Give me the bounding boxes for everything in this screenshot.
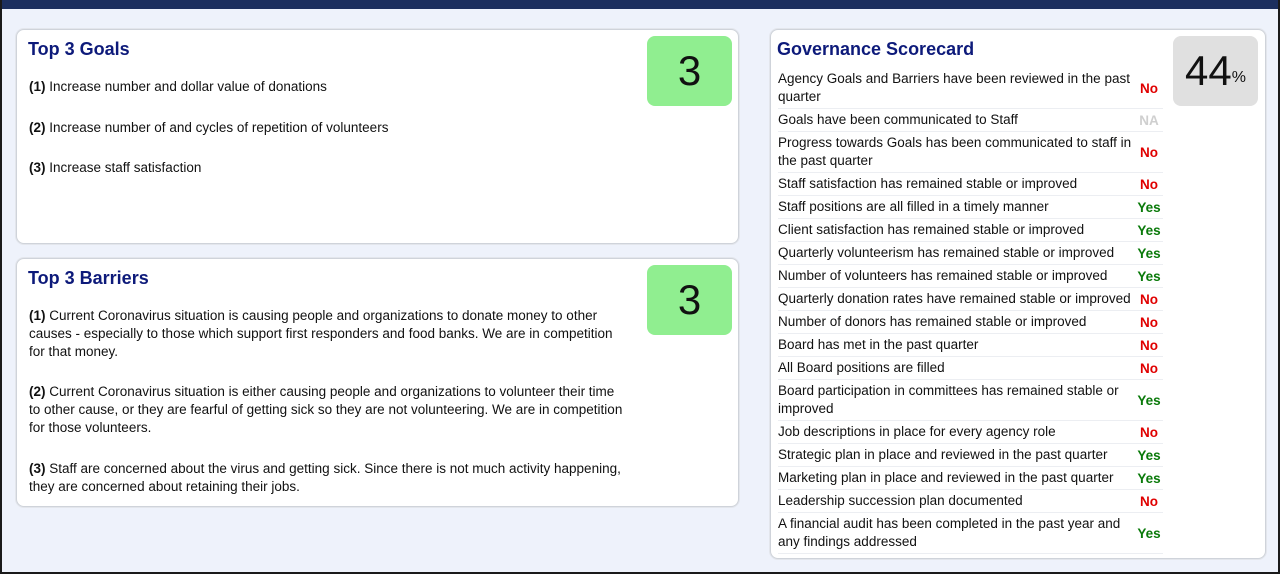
scorecard-row-label: All Board positions are filled — [778, 360, 945, 375]
goal-item-3-text: Increase staff satisfaction — [45, 160, 202, 175]
goal-item-1 — [29, 78, 629, 96]
scorecard-row-label: Number of volunteers has remained stable or improved — [778, 268, 1108, 283]
scorecard-row-status: No — [1140, 337, 1158, 353]
scorecard-row — [778, 265, 1163, 288]
scorecard-row-status: Yes — [1137, 525, 1161, 541]
scorecard-row-label: Board participation in committees has remained stable or improved — [778, 383, 1119, 416]
scorecard-row-status: Yes — [1137, 199, 1161, 215]
scorecard-row-label: Number of donors has remained stable or improved — [778, 314, 1087, 329]
scorecard-row-label: Quarterly donation rates have remained stable or improved — [778, 291, 1131, 306]
scorecard-row-label: Agency Goals and Barriers have been reviewed in the past quarter — [778, 71, 1130, 104]
scorecard-rows — [778, 68, 1163, 554]
barrier-item-2-text: Current Coronavirus situation is either causing people and organizations to volunteer their time to other cause, or they are fearful of getting sick so they are not volunteering. We are in competition for those volunteers. — [29, 384, 623, 435]
scorecard-row-label: Goals have been communicated to Staff — [778, 112, 1018, 127]
governance-scorecard-card — [770, 29, 1266, 559]
barrier-item-1 — [29, 307, 629, 361]
scorecard-row — [778, 132, 1163, 173]
goal-item-1-text: Increase number and dollar value of donations — [45, 79, 327, 94]
scorecard-row — [778, 242, 1163, 265]
scorecard-row — [778, 173, 1163, 196]
scorecard-row-status: No — [1140, 144, 1158, 160]
scorecard-row-status: Yes — [1137, 392, 1161, 408]
top-header-bar — [0, 0, 1280, 9]
scorecard-row-label: Staff satisfaction has remained stable or improved — [778, 176, 1078, 191]
barriers-title: Top 3 Barriers — [28, 268, 149, 288]
scorecard-row — [778, 288, 1163, 311]
goal-item-2 — [29, 119, 629, 137]
scorecard-row — [778, 380, 1163, 421]
scorecard-row — [778, 421, 1163, 444]
scorecard-row — [778, 219, 1163, 242]
scorecard-row-status: No — [1140, 176, 1158, 192]
goal-item-3-number: (3) — [29, 160, 46, 175]
scorecard-row — [778, 334, 1163, 357]
scorecard-row-label: Quarterly volunteerism has remained stable or improved — [778, 245, 1115, 260]
score-unit: % — [1231, 69, 1246, 86]
scorecard-row — [778, 109, 1163, 132]
scorecard-row-label: Strategic plan in place and reviewed in the past quarter — [778, 447, 1108, 462]
scorecard-row-label: Progress towards Goals has been communicated to staff in the past quarter — [778, 135, 1132, 168]
scorecard-row — [778, 467, 1163, 490]
scorecard-row — [778, 444, 1163, 467]
barriers-count-badge: 3 — [647, 265, 732, 335]
scorecard-row — [778, 357, 1163, 380]
scorecard-row-status: Yes — [1137, 222, 1161, 238]
scorecard-row-status: Yes — [1137, 447, 1161, 463]
goals-title: Top 3 Goals — [28, 39, 130, 59]
scorecard-row-status: No — [1140, 493, 1158, 509]
scorecard-row-status: No — [1140, 360, 1158, 376]
goal-item-1-number: (1) — [29, 79, 46, 94]
scorecard-row-status: No — [1140, 314, 1158, 330]
scorecard-row-status: No — [1140, 291, 1158, 307]
goal-item-2-number: (2) — [29, 120, 46, 135]
scorecard-row-label: Client satisfaction has remained stable or improved — [778, 222, 1085, 237]
score-value: 44 — [1185, 47, 1232, 94]
scorecard-row-label: Staff positions are all filled in a timely manner — [778, 199, 1049, 214]
scorecard-row — [778, 196, 1163, 219]
goal-item-2-text: Increase number of and cycles of repetition of volunteers — [45, 120, 389, 135]
barrier-item-1-text: Current Coronavirus situation is causing people and organizations to donate money to other causes - especially to those which support first responders and food banks. We are in competition for that money. — [29, 308, 613, 359]
goals-card — [16, 29, 739, 244]
scorecard-row — [778, 513, 1163, 554]
barriers-card — [16, 258, 739, 507]
barrier-item-2-number: (2) — [29, 384, 46, 399]
scorecard-row-status: Yes — [1137, 268, 1161, 284]
scorecard-row-status: NA — [1139, 112, 1159, 128]
scorecard-row — [778, 68, 1163, 109]
scorecard-row-status: No — [1140, 424, 1158, 440]
barrier-item-3-text: Staff are concerned about the virus and getting sick. Since there is not much activity happening, they are concerned about retaining their jobs. — [29, 461, 621, 494]
barrier-item-3 — [29, 460, 629, 496]
scorecard-row-label: Board has met in the past quarter — [778, 337, 979, 352]
barrier-item-2 — [29, 383, 629, 437]
scorecard-row — [778, 490, 1163, 513]
scorecard-row-label: Leadership succession plan documented — [778, 493, 1023, 508]
barrier-item-3-number: (3) — [29, 461, 46, 476]
scorecard-row-status: Yes — [1137, 470, 1161, 486]
scorecard-row-label: Job descriptions in place for every agency role — [778, 424, 1056, 439]
barrier-item-1-number: (1) — [29, 308, 46, 323]
scorecard-row-label: Marketing plan in place and reviewed in the past quarter — [778, 470, 1114, 485]
scorecard-row-status: Yes — [1137, 245, 1161, 261]
scorecard-row-status: No — [1140, 80, 1158, 96]
score-badge — [1173, 36, 1258, 106]
scorecard-title: Governance Scorecard — [777, 39, 975, 59]
scorecard-row — [778, 311, 1163, 334]
scorecard-row-label: A financial audit has been completed in the past year and any findings addressed — [778, 516, 1121, 549]
goal-item-3 — [29, 159, 629, 177]
goals-count-badge: 3 — [647, 36, 732, 106]
